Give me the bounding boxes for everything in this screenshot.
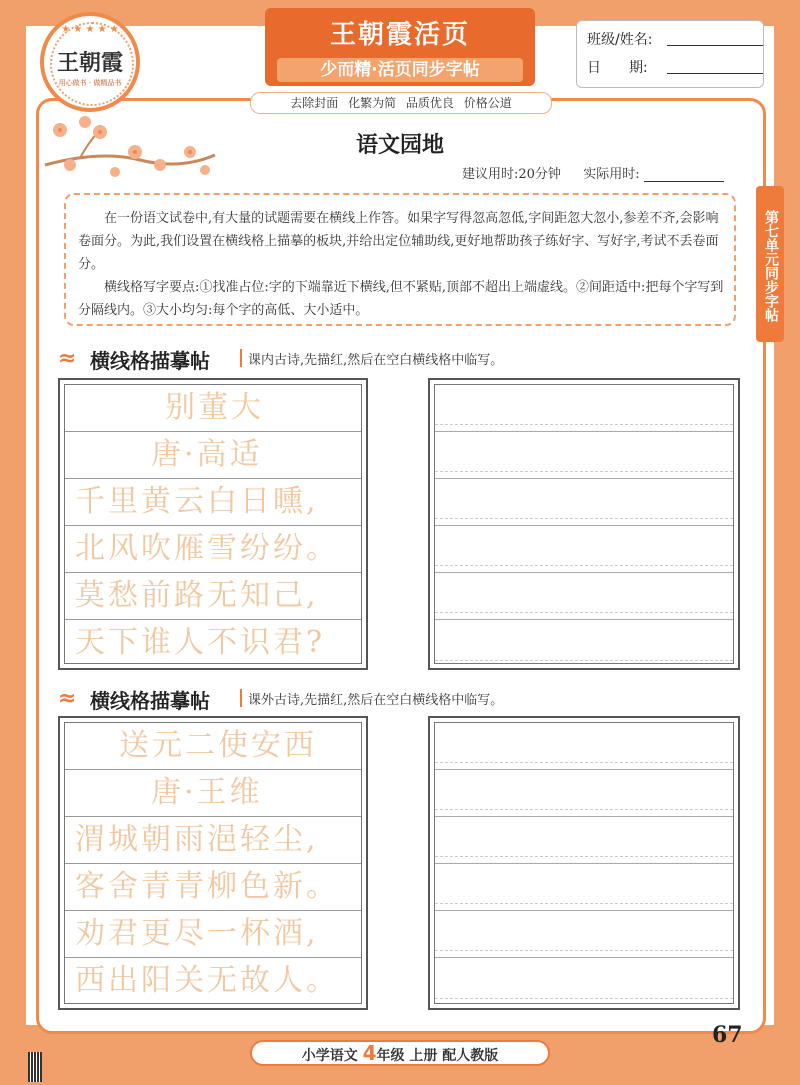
trace-row[interactable]: [65, 817, 361, 864]
wave-icon: ≈: [58, 346, 77, 371]
trace-row[interactable]: [65, 911, 361, 958]
section-1-practice-box: [428, 378, 740, 670]
right-border: [774, 0, 800, 1085]
trace-text: 北风吹雁雪纷纷。: [75, 531, 339, 566]
practice-row[interactable]: [435, 432, 733, 479]
class-name-row: [587, 29, 757, 51]
section-1-practice-grid: [434, 384, 734, 664]
trace-row[interactable]: [65, 958, 361, 1005]
logo-stars: ★ ★ ★ ★ ★: [61, 24, 119, 35]
trace-text: 西出阳关无故人。: [75, 963, 339, 998]
trace-text: 客舍青青柳色新。: [75, 869, 339, 904]
practice-row[interactable]: [435, 573, 733, 620]
left-border: [0, 0, 26, 1085]
unit-side-tab: 第七单元同步字帖: [756, 186, 784, 342]
trace-text: 千里黄云白日曛,: [75, 484, 319, 519]
trace-text: 莫愁前路无知己,: [75, 578, 319, 613]
footer-grade-suffix: 年级: [376, 1048, 405, 1064]
actual-time-label: 实际用时:: [583, 167, 640, 182]
intro-paragraph-1: 在一份语文试卷中,有大量的试题需要在横线上作答。如果字写得忽高忽低,字间距忽大忽小,参差不齐,会影响卷面分。为此,我们设置在横线格上描摹的板块,并给出定位辅助线,更好地帮助孩子练好字、写好字,考试不丢卷面分。: [78, 211, 719, 272]
trace-row[interactable]: [65, 723, 361, 770]
practice-row[interactable]: [435, 479, 733, 526]
publisher-logo: [40, 12, 140, 112]
actual-time-field[interactable]: [644, 169, 724, 182]
practice-row[interactable]: [435, 770, 733, 817]
section-2-header: [58, 685, 718, 713]
date-field[interactable]: [667, 73, 763, 74]
trace-row[interactable]: [65, 385, 361, 432]
brand-title: 王朝霞活页: [329, 20, 470, 50]
trace-text: 送元二使安西: [119, 728, 317, 763]
section-2-title: 横线格描摹帖: [90, 689, 210, 713]
footer-volume: 上册: [409, 1048, 438, 1064]
trace-row[interactable]: [65, 479, 361, 526]
trace-row[interactable]: [65, 864, 361, 911]
trace-text: 天下谁人不识君?: [75, 625, 326, 660]
trace-row[interactable]: [65, 526, 361, 573]
section-1-title: 横线格描摹帖: [90, 349, 210, 373]
footer-grade-number: 4: [362, 1041, 377, 1065]
trace-row[interactable]: [65, 432, 361, 479]
practice-row[interactable]: [435, 385, 733, 432]
practice-row[interactable]: [435, 817, 733, 864]
name-date-block: [576, 20, 764, 88]
section-1-note: 课内古诗,先描红,然后在空白横线格中临写。: [248, 353, 504, 368]
logo-text: 王朝霞: [56, 50, 123, 76]
trace-text: 唐·高适: [151, 437, 263, 472]
practice-row[interactable]: [435, 958, 733, 1005]
practice-row[interactable]: [435, 526, 733, 573]
page-title: 语文园地: [355, 132, 444, 158]
section-2-note: 课外古诗,先描红,然后在空白横线格中临写。: [248, 693, 504, 708]
trace-row[interactable]: [65, 620, 361, 667]
slogan: 去除封面 化繁为简 品质优良 价格公道: [250, 92, 552, 114]
intro-box: [64, 193, 736, 326]
practice-row[interactable]: [435, 911, 733, 958]
series-title: 少而精·活页同步字帖: [277, 58, 523, 82]
wave-icon: ≈: [58, 686, 77, 711]
logo-subtitle: 用心做书 · 做精品书: [58, 79, 122, 87]
trace-text: 别董大: [165, 390, 264, 425]
practice-row[interactable]: [435, 723, 733, 770]
trace-row[interactable]: [65, 573, 361, 620]
section-2-trace-box: [58, 716, 368, 1010]
section-1-header: [58, 345, 718, 373]
practice-row[interactable]: [435, 620, 733, 667]
section-2-practice-box: [428, 716, 740, 1010]
section-2-practice-grid: [434, 722, 734, 1004]
section-1-divider: [240, 349, 242, 367]
practice-row[interactable]: [435, 864, 733, 911]
date-label: 日 期:: [587, 60, 648, 76]
section-1-trace-box: [58, 378, 368, 670]
trace-text: 劝君更尽一杯酒,: [75, 916, 319, 951]
section-1-trace-grid: [64, 384, 362, 664]
date-row: [587, 57, 757, 79]
suggested-time: 建议用时:20分钟: [462, 167, 561, 182]
class-name-field[interactable]: [667, 45, 763, 46]
page-number: 67: [712, 1022, 743, 1048]
time-info: [462, 163, 742, 182]
brand-banner: [265, 8, 535, 86]
footer-badge: [250, 1040, 550, 1066]
edge-marker: [28, 1052, 42, 1082]
footer-subject: 小学语文: [301, 1048, 358, 1064]
footer-edition: 配人教版: [442, 1048, 499, 1064]
trace-row[interactable]: [65, 770, 361, 817]
trace-text: 渭城朝雨浥轻尘,: [75, 822, 319, 857]
section-2-divider: [240, 689, 242, 707]
trace-text: 唐·王维: [151, 775, 263, 810]
section-2-trace-grid: [64, 722, 362, 1004]
intro-paragraph-2: 横线格写字要点:①找准占位:字的下端靠近下横线,但不紧贴,顶部不超出上端虚线。②间距适中:把每个字写到分隔线内。③大小均匀:每个字的高低、大小适中。: [78, 280, 724, 318]
class-name-label: 班级/姓名:: [587, 32, 653, 48]
